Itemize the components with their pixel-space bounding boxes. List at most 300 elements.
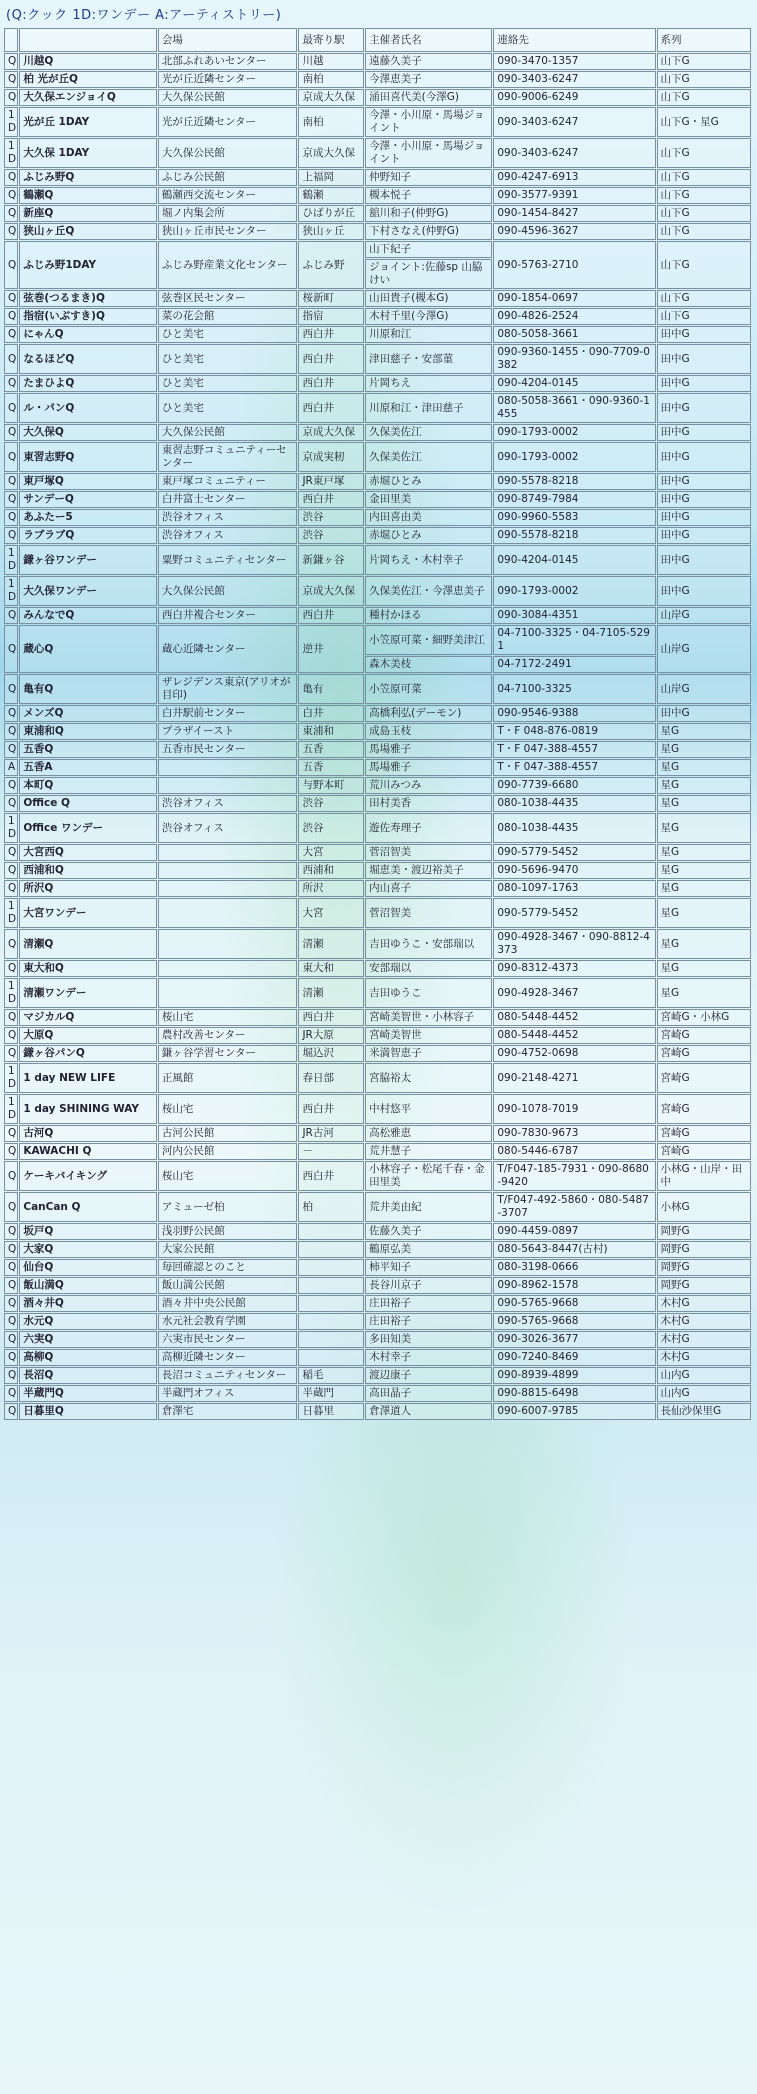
type-cell: Q — [4, 424, 18, 441]
station-cell: 所沢 — [298, 880, 364, 897]
circle-name-cell: 新座Q — [19, 205, 157, 222]
station-cell: ふじみ野 — [298, 241, 364, 289]
group-cell: 山下G — [657, 53, 751, 70]
contact-cell: 090-7739-6680 — [493, 777, 655, 794]
table-row — [4, 308, 751, 325]
contact-cell: 080-5643-8447(古村) — [493, 1241, 655, 1258]
venue-cell: ひと美宅 — [158, 344, 298, 374]
station-cell: 半蔵門 — [298, 1385, 364, 1402]
header-group: 系列 — [657, 28, 751, 52]
station-cell: 渋谷 — [298, 795, 364, 812]
type-cell: 1D — [4, 576, 18, 606]
circle-name-cell: 長沼Q — [19, 1367, 157, 1384]
circle-name-cell: ラブラブQ — [19, 527, 157, 544]
type-cell: Q — [4, 1313, 18, 1330]
venue-cell: 半蔵門オフィス — [158, 1385, 298, 1402]
host-cell: 鶴原弘美 — [365, 1241, 492, 1258]
contact-cell: 080-1038-4435 — [493, 795, 655, 812]
contact-cell: 090-5696-9470 — [493, 862, 655, 879]
host-cell: 高橋利弘(デーモン) — [365, 705, 492, 722]
host-cell: 馬場雅子 — [365, 741, 492, 758]
circle-name-cell: Office ワンデー — [19, 813, 157, 843]
station-cell: 東浦和 — [298, 723, 364, 740]
table-row — [4, 1192, 751, 1222]
type-cell: Q — [4, 844, 18, 861]
header-venue: 会場 — [158, 28, 298, 52]
venue-cell: 光が丘近隣センター — [158, 71, 298, 88]
host-cell: 涌田喜代美(今澤G) — [365, 89, 492, 106]
table-row — [4, 1241, 751, 1258]
type-cell: Q — [4, 1331, 18, 1348]
station-cell: 西白井 — [298, 1009, 364, 1026]
group-cell: 宮崎G — [657, 1027, 751, 1044]
contact-cell: 080-5058-3661・090-9360-1455 — [493, 393, 655, 423]
contact-cell: 090-9960-5583 — [493, 509, 655, 526]
host-cell: 庄田裕子 — [365, 1295, 492, 1312]
venue-cell: 東習志野コミュニティーセンター — [158, 442, 298, 472]
table-row — [4, 326, 751, 343]
type-cell: Q — [4, 862, 18, 879]
contact-cell: 090-1793-0002 — [493, 576, 655, 606]
host-cell: 片岡ちえ・木村幸子 — [365, 545, 492, 575]
contact-cell: 080-1038-4435 — [493, 813, 655, 843]
table-row — [4, 442, 751, 472]
host-cell: 多田知美 — [365, 1331, 492, 1348]
host-cell: 菅沼智美 — [365, 898, 492, 928]
host-cell: 山下紀子 — [365, 241, 492, 258]
group-cell: 岡野G — [657, 1277, 751, 1294]
table-row — [4, 813, 751, 843]
station-cell — [298, 1241, 364, 1258]
host-cell: 倉澤道人 — [365, 1403, 492, 1420]
group-cell: 山下G — [657, 223, 751, 240]
circle-name-cell: 弦巻(つるまき)Q — [19, 290, 157, 307]
group-cell: 宮崎G・小林G — [657, 1009, 751, 1026]
station-cell: 京成大久保 — [298, 138, 364, 168]
table-row — [4, 393, 751, 423]
host-cell: 舘川和子(仲野G) — [365, 205, 492, 222]
venue-cell: 大家公民館 — [158, 1241, 298, 1258]
station-cell: 京成大久保 — [298, 576, 364, 606]
group-cell: 山下G — [657, 89, 751, 106]
station-cell: 逆井 — [298, 625, 364, 673]
contact-cell: 090-6007-9785 — [493, 1403, 655, 1420]
table-row — [4, 1349, 751, 1366]
host-cell: 久保美佐江 — [365, 442, 492, 472]
host-cell: 津田慈子・安部菫 — [365, 344, 492, 374]
host-cell: 遠藤久美子 — [365, 53, 492, 70]
type-cell: Q — [4, 1241, 18, 1258]
venue-cell: 白井富士センター — [158, 491, 298, 508]
type-cell: 1D — [4, 813, 18, 843]
venue-cell: ひと美宅 — [158, 375, 298, 392]
host-cell: 小笠原可菜 — [365, 674, 492, 704]
header-type — [4, 28, 18, 52]
venue-cell — [158, 880, 298, 897]
group-cell: 田中G — [657, 491, 751, 508]
group-cell: 星G — [657, 741, 751, 758]
station-cell: 渋谷 — [298, 509, 364, 526]
contact-cell: 04-7100-3325 — [493, 674, 655, 704]
type-cell: Q — [4, 473, 18, 490]
group-cell: 田中G — [657, 375, 751, 392]
type-cell: Q — [4, 1349, 18, 1366]
table-row — [4, 527, 751, 544]
circle-name-cell: 大久保ワンデー — [19, 576, 157, 606]
contact-cell: 090-4928-3467 — [493, 978, 655, 1008]
contact-cell: 090-5763-2710 — [493, 241, 655, 289]
station-cell: 東大和 — [298, 960, 364, 977]
group-cell: 山下G — [657, 241, 751, 289]
venue-cell: 正風館 — [158, 1063, 298, 1093]
group-cell: 田中G — [657, 527, 751, 544]
circle-name-cell: 清瀬Q — [19, 929, 157, 959]
table-row — [4, 929, 751, 959]
venue-cell — [158, 844, 298, 861]
host-cell: 木村千里(今澤G) — [365, 308, 492, 325]
circle-name-cell: 鎌ヶ谷ワンデー — [19, 545, 157, 575]
host-cell: 渡辺康子 — [365, 1367, 492, 1384]
header-row — [4, 28, 751, 52]
venue-cell: プラザイースト — [158, 723, 298, 740]
table-row — [4, 1094, 751, 1124]
group-cell: 木村G — [657, 1313, 751, 1330]
type-cell: Q — [4, 880, 18, 897]
table-row — [4, 759, 751, 776]
host-cell: 安部瑞以 — [365, 960, 492, 977]
host-cell: 長谷川京子 — [365, 1277, 492, 1294]
contact-cell: 090-4459-0897 — [493, 1223, 655, 1240]
type-cell: Q — [4, 491, 18, 508]
host-cell: 槻本悦子 — [365, 187, 492, 204]
type-cell: Q — [4, 223, 18, 240]
table-row — [4, 138, 751, 168]
type-cell: Q — [4, 1009, 18, 1026]
venue-cell: ふじみ野産業文化センター — [158, 241, 298, 289]
host-cell: 荒井慧子 — [365, 1143, 492, 1160]
type-cell: Q — [4, 1277, 18, 1294]
host-cell: 今澤・小川原・馬場ジョイント — [365, 107, 492, 137]
group-cell: 山下G — [657, 205, 751, 222]
type-cell: Q — [4, 1403, 18, 1420]
venue-cell: 毎回確認とのこと — [158, 1259, 298, 1276]
contact-cell: 090-8962-1578 — [493, 1277, 655, 1294]
type-cell: Q — [4, 1125, 18, 1142]
venue-cell — [158, 777, 298, 794]
station-cell: 清瀬 — [298, 929, 364, 959]
circle-name-cell: 光が丘 1DAY — [19, 107, 157, 137]
station-cell: 西白井 — [298, 344, 364, 374]
circle-name-cell: ル・パンQ — [19, 393, 157, 423]
group-cell: 山下G — [657, 308, 751, 325]
schedule-table — [3, 27, 752, 1421]
circle-name-cell: 狭山ヶ丘Q — [19, 223, 157, 240]
venue-cell — [158, 929, 298, 959]
group-cell: 星G — [657, 759, 751, 776]
group-cell: 長仙沙保里G — [657, 1403, 751, 1420]
host-cell: 山田貴子(槻本G) — [365, 290, 492, 307]
host-cell: 種村かほる — [365, 607, 492, 624]
host-cell: 宮脇裕太 — [365, 1063, 492, 1093]
station-cell — [298, 1331, 364, 1348]
type-cell: Q — [4, 241, 18, 289]
group-cell: 小林G・山岸・田中 — [657, 1161, 751, 1191]
type-cell: Q — [4, 509, 18, 526]
host-cell: 米満智恵子 — [365, 1045, 492, 1062]
contact-cell: 090-9006-6249 — [493, 89, 655, 106]
circle-name-cell: 半蔵門Q — [19, 1385, 157, 1402]
host-cell: 木村幸子 — [365, 1349, 492, 1366]
venue-cell: 高柳近隣センター — [158, 1349, 298, 1366]
station-cell: 与野本町 — [298, 777, 364, 794]
venue-cell: 渋谷オフィス — [158, 509, 298, 526]
circle-name-cell: ケーキバイキング — [19, 1161, 157, 1191]
host-cell: 赤堀ひとみ — [365, 527, 492, 544]
venue-cell: 粟野コミュニティセンター — [158, 545, 298, 575]
contact-cell: 090-4826-2524 — [493, 308, 655, 325]
circle-name-cell: 坂戸Q — [19, 1223, 157, 1240]
contact-cell: 090-3026-3677 — [493, 1331, 655, 1348]
type-cell: Q — [4, 929, 18, 959]
station-cell: 指宿 — [298, 308, 364, 325]
table-row — [4, 795, 751, 812]
group-cell: 山下G — [657, 71, 751, 88]
contact-cell: 090-8815-6498 — [493, 1385, 655, 1402]
type-cell: 1D — [4, 978, 18, 1008]
contact-cell: 090-8312-4373 — [493, 960, 655, 977]
station-cell — [298, 1259, 364, 1276]
station-cell: 上福岡 — [298, 169, 364, 186]
circle-name-cell: ふじみ野1DAY — [19, 241, 157, 289]
venue-cell — [158, 862, 298, 879]
type-cell: Q — [4, 442, 18, 472]
venue-cell: 弦巻区民センター — [158, 290, 298, 307]
station-cell: 大宮 — [298, 898, 364, 928]
type-cell: 1D — [4, 1094, 18, 1124]
circle-name-cell: 飯山満Q — [19, 1277, 157, 1294]
group-cell: 木村G — [657, 1349, 751, 1366]
circle-name-cell: 東大和Q — [19, 960, 157, 977]
group-cell: 田中G — [657, 442, 751, 472]
station-cell: 西白井 — [298, 1161, 364, 1191]
circle-name-cell: 仙台Q — [19, 1259, 157, 1276]
circle-name-cell: 指宿(いぶすき)Q — [19, 308, 157, 325]
contact-cell: 090-1793-0002 — [493, 424, 655, 441]
group-cell: 山岸G — [657, 607, 751, 624]
contact-cell: 090-4204-0145 — [493, 375, 655, 392]
type-cell: Q — [4, 290, 18, 307]
host-cell: 内田喜由美 — [365, 509, 492, 526]
station-cell: ひばりが丘 — [298, 205, 364, 222]
type-cell: Q — [4, 1027, 18, 1044]
table-row — [4, 576, 751, 606]
venue-cell: 酒々井中央公民館 — [158, 1295, 298, 1312]
circle-name-cell: 大原Q — [19, 1027, 157, 1044]
table-row — [4, 1385, 751, 1402]
venue-cell: 白井駅前センター — [158, 705, 298, 722]
group-cell: 木村G — [657, 1295, 751, 1312]
table-row — [4, 424, 751, 441]
contact-cell: 090-1454-8427 — [493, 205, 655, 222]
circle-name-cell: サンデーQ — [19, 491, 157, 508]
group-cell: 山岸G — [657, 674, 751, 704]
venue-cell: 狭山ヶ丘市民センター — [158, 223, 298, 240]
host-cell: 内山喜子 — [365, 880, 492, 897]
type-cell: Q — [4, 308, 18, 325]
table-row — [4, 1313, 751, 1330]
group-cell: 山下G — [657, 290, 751, 307]
table-row — [4, 1223, 751, 1240]
table-row — [4, 107, 751, 137]
group-cell: 山下G — [657, 187, 751, 204]
venue-cell: 西白井複合センター — [158, 607, 298, 624]
table-row — [4, 473, 751, 490]
contact-cell: 090-3403-6247 — [493, 107, 655, 137]
host-cell: 馬場雅子 — [365, 759, 492, 776]
circle-name-cell: KAWACHI Q — [19, 1143, 157, 1160]
venue-cell: 六実市民センター — [158, 1331, 298, 1348]
host-cell: 堀恵美・渡辺裕美子 — [365, 862, 492, 879]
venue-cell: 桜山宅 — [158, 1009, 298, 1026]
group-cell: 星G — [657, 813, 751, 843]
table-row — [4, 880, 751, 897]
circle-name-cell: 水元Q — [19, 1313, 157, 1330]
host-cell: 宮崎美智世 — [365, 1027, 492, 1044]
table-row — [4, 1367, 751, 1384]
circle-name-cell: 五香A — [19, 759, 157, 776]
circle-name-cell: 高柳Q — [19, 1349, 157, 1366]
venue-cell: 倉澤宅 — [158, 1403, 298, 1420]
venue-cell: 蔵心近隣センター — [158, 625, 298, 673]
type-cell: Q — [4, 625, 18, 673]
contact-cell: T・F 047-388-4557 — [493, 759, 655, 776]
host-cell: ジョイント:佐藤sp 山脇けい — [365, 259, 492, 289]
group-cell: 山下G — [657, 169, 751, 186]
contact-cell: 080-5448-4452 — [493, 1009, 655, 1026]
circle-name-cell: 1 day SHINING WAY — [19, 1094, 157, 1124]
type-cell: 1D — [4, 898, 18, 928]
station-cell: 西白井 — [298, 607, 364, 624]
contact-cell: 090-8749-7984 — [493, 491, 655, 508]
circle-name-cell: 酒々井Q — [19, 1295, 157, 1312]
station-cell — [298, 1277, 364, 1294]
station-cell: 西浦和 — [298, 862, 364, 879]
type-cell: Q — [4, 1295, 18, 1312]
group-cell: 星G — [657, 844, 751, 861]
circle-name-cell: 大久保 1DAY — [19, 138, 157, 168]
group-cell: 田中G — [657, 393, 751, 423]
station-cell — [298, 1349, 364, 1366]
table-row — [4, 1403, 751, 1420]
contact-cell: 04-7100-3325・04-7105-5291 — [493, 625, 655, 655]
host-cell: 宮崎美智世・小林容子 — [365, 1009, 492, 1026]
circle-name-cell: 清瀬ワンデー — [19, 978, 157, 1008]
table-row — [4, 169, 751, 186]
host-cell: 金田里美 — [365, 491, 492, 508]
type-cell: Q — [4, 1385, 18, 1402]
contact-cell: 090-9546-9388 — [493, 705, 655, 722]
station-cell: 鶴瀬 — [298, 187, 364, 204]
station-cell: 渋谷 — [298, 527, 364, 544]
header-name — [19, 28, 157, 52]
circle-name-cell: 本町Q — [19, 777, 157, 794]
table-row — [4, 978, 751, 1008]
contact-cell: 090-4247-6913 — [493, 169, 655, 186]
host-cell: 片岡ちえ — [365, 375, 492, 392]
table-row — [4, 607, 751, 624]
table-row — [4, 1161, 751, 1191]
venue-cell: 鎌ヶ谷学習センター — [158, 1045, 298, 1062]
type-cell: Q — [4, 71, 18, 88]
contact-cell: 090-5578-8218 — [493, 527, 655, 544]
type-cell: Q — [4, 527, 18, 544]
venue-cell: 長沼コミュニティセンター — [158, 1367, 298, 1384]
table-row — [4, 509, 751, 526]
host-cell: 吉田ゆうこ — [365, 978, 492, 1008]
circle-name-cell: なるほどQ — [19, 344, 157, 374]
station-cell: 柏 — [298, 1192, 364, 1222]
circle-name-cell: たまひよQ — [19, 375, 157, 392]
station-cell: 渋谷 — [298, 813, 364, 843]
venue-cell: ひと美宅 — [158, 393, 298, 423]
station-cell: 南柏 — [298, 71, 364, 88]
station-cell: 西白井 — [298, 393, 364, 423]
type-cell: Q — [4, 375, 18, 392]
contact-cell: 090-5779-5452 — [493, 898, 655, 928]
group-cell: 星G — [657, 978, 751, 1008]
station-cell: 五香 — [298, 759, 364, 776]
venue-cell: 五香市民センター — [158, 741, 298, 758]
group-cell: 宮崎G — [657, 1045, 751, 1062]
venue-cell: 古河公民館 — [158, 1125, 298, 1142]
group-cell: 田中G — [657, 344, 751, 374]
group-cell: 星G — [657, 777, 751, 794]
station-cell — [298, 1313, 364, 1330]
venue-cell: 鶴瀬西交流センター — [158, 187, 298, 204]
table-row — [4, 1063, 751, 1093]
table-row — [4, 1277, 751, 1294]
circle-name-cell: メンズQ — [19, 705, 157, 722]
type-cell: Q — [4, 1259, 18, 1276]
type-cell: 1D — [4, 545, 18, 575]
contact-cell: 090-1078-7019 — [493, 1094, 655, 1124]
station-cell — [298, 1295, 364, 1312]
group-cell: 山下G — [657, 138, 751, 168]
group-cell: 星G — [657, 880, 751, 897]
circle-name-cell: 1 day NEW LIFE — [19, 1063, 157, 1093]
table-row — [4, 344, 751, 374]
table-row — [4, 1027, 751, 1044]
type-cell: Q — [4, 674, 18, 704]
group-cell: 星G — [657, 960, 751, 977]
circle-name-cell: 六実Q — [19, 1331, 157, 1348]
circle-name-cell: 五香Q — [19, 741, 157, 758]
group-cell: 田中G — [657, 509, 751, 526]
table-row — [4, 223, 751, 240]
circle-name-cell: 大宮西Q — [19, 844, 157, 861]
host-cell: 菅沼智美 — [365, 844, 492, 861]
type-cell: Q — [4, 53, 18, 70]
venue-cell: 河内公民館 — [158, 1143, 298, 1160]
table-row — [4, 1259, 751, 1276]
contact-cell: 080-5058-3661 — [493, 326, 655, 343]
type-cell: Q — [4, 795, 18, 812]
circle-name-cell: 日暮里Q — [19, 1403, 157, 1420]
table-row — [4, 1295, 751, 1312]
station-cell: 白井 — [298, 705, 364, 722]
circle-name-cell: ふじみ野Q — [19, 169, 157, 186]
table-row — [4, 290, 751, 307]
